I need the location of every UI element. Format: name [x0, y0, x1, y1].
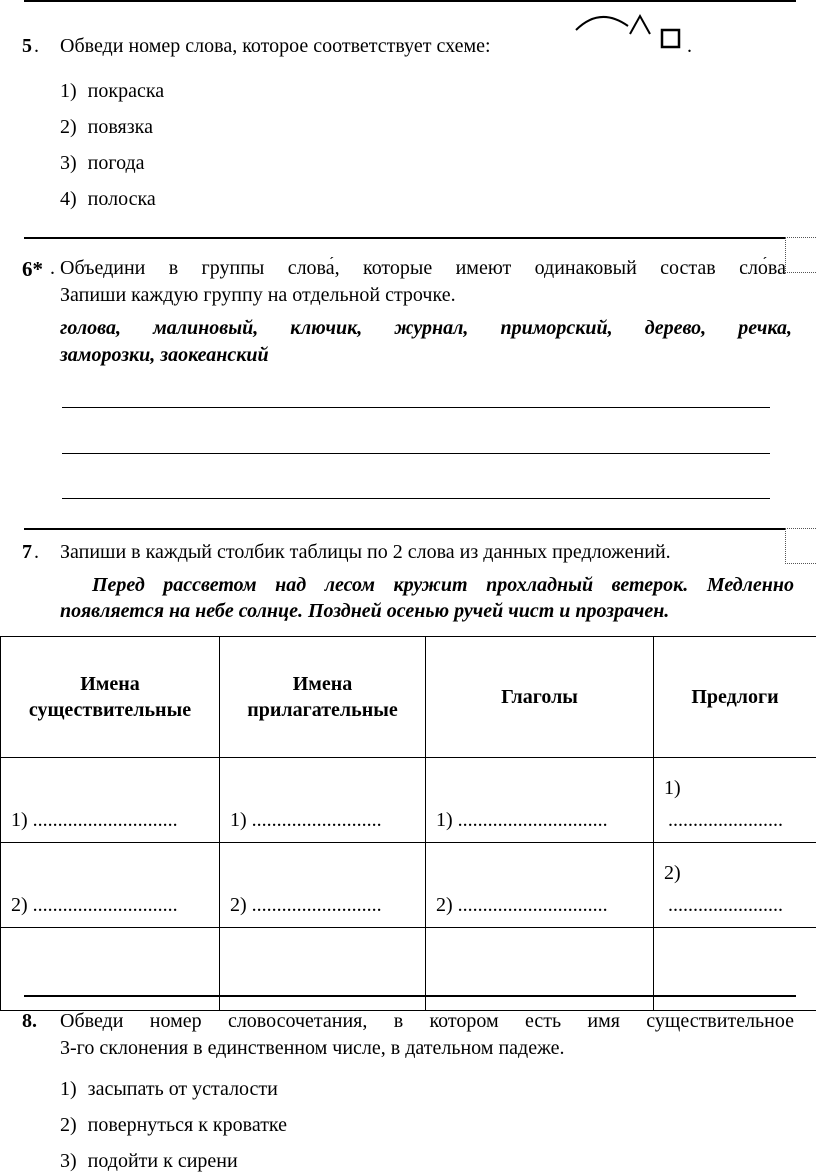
answer-cell[interactable]: 1) ............................. [1, 758, 220, 843]
answer-line-2[interactable] [62, 453, 770, 454]
answer-cell[interactable]: 1) .............................. [426, 758, 654, 843]
table-row [1, 843, 816, 928]
task5-number: 5 [22, 35, 32, 57]
task7-text-line2: появляется на небе солнце. Поздней осенью ручей чист и прозрачен. [60, 600, 670, 622]
column-header-verbs: Глаголы [426, 637, 654, 758]
table-row [1, 928, 816, 1011]
task6-line1: Объедини в группы слова́, которые имеют одинаковый состав сло́ва [60, 257, 786, 279]
task5-option-3[interactable] [60, 152, 145, 175]
task6-rule [24, 237, 786, 239]
option-number: 3) [60, 152, 77, 174]
option-text: покраска [87, 80, 165, 102]
top-rule [24, 0, 796, 2]
task6-dot: . [50, 257, 55, 279]
option-text: полоска [87, 188, 156, 210]
option-number: 2) [60, 1114, 77, 1136]
task8-option-2[interactable] [60, 1114, 287, 1137]
answer-line-3[interactable] [62, 498, 770, 499]
option-number: 3) [60, 1150, 77, 1172]
parts-of-speech-table [0, 636, 816, 1011]
root-arc-icon [576, 17, 628, 30]
option-text: погода [87, 152, 145, 174]
ending-box-icon [662, 30, 679, 47]
task7-score-box[interactable] [785, 528, 816, 564]
column-header-nouns: Имена существительные [1, 637, 220, 758]
task8-option-1[interactable] [60, 1078, 278, 1101]
task5-dot: . [34, 35, 39, 57]
task8-rule [24, 995, 796, 997]
answer-cell[interactable] [1, 928, 220, 1011]
option-text: повязка [87, 116, 153, 138]
task6-number: 6* [22, 257, 43, 281]
answer-cell[interactable]: 2) .......................... [220, 843, 426, 928]
answer-cell[interactable] [654, 928, 816, 1011]
task6-words-line2: заморозки, заокеанский [60, 344, 269, 366]
answer-cell[interactable]: 2) ............................. [1, 843, 220, 928]
option-number: 1) [60, 80, 77, 102]
task6-words-line1: голова, малиновый, ключик, журнал, приморский, дерево, речка, [60, 317, 792, 339]
suffix-caret-icon [630, 16, 650, 34]
task6-line2: Запиши каждую группу на отдельной строчке. [60, 284, 456, 306]
task5-option-1[interactable] [60, 80, 164, 103]
answer-cell[interactable]: 2) ....................... [654, 843, 816, 928]
task7-number: 7 [22, 541, 32, 563]
option-number: 4) [60, 188, 77, 210]
task5-period: . [687, 35, 692, 57]
answer-cell[interactable] [220, 928, 426, 1011]
answer-cell[interactable]: 2) .............................. [426, 843, 654, 928]
task7-rule [24, 528, 786, 530]
morpheme-scheme [570, 8, 690, 58]
table-row [1, 758, 816, 843]
option-number: 1) [60, 1078, 77, 1100]
table-header-row [1, 637, 816, 758]
column-header-prepositions: Предлоги [654, 637, 816, 758]
task5-option-4[interactable] [60, 188, 156, 211]
task8-number: 8. [22, 1010, 37, 1032]
task7-dot: . [34, 541, 39, 563]
task7-prompt: Запиши в каждый столбик таблицы по 2 слова из данных предложений. [60, 541, 671, 563]
task8-line2: 3-го склонения в единственном числе, в дательном падеже. [60, 1037, 565, 1059]
answer-line-1[interactable] [62, 407, 770, 408]
option-text: засыпать от усталости [87, 1078, 278, 1100]
column-header-adjectives: Имена прилагательные [220, 637, 426, 758]
task6-score-box[interactable] [785, 237, 816, 273]
answer-cell[interactable]: 1) .......................... [220, 758, 426, 843]
task8-option-3[interactable] [60, 1150, 238, 1173]
task5-prompt: Обведи номер слова, которое соответствует схеме: [60, 35, 491, 57]
answer-cell[interactable]: 1) ....................... [654, 758, 816, 843]
task5-option-2[interactable] [60, 116, 153, 139]
task8-line1: Обведи номер словосочетания, в котором есть имя существительное [60, 1010, 794, 1032]
option-text: повернуться к кроватке [87, 1114, 288, 1136]
task7-text-line1: Перед рассветом над лесом кружит прохладный ветерок. Медленно [92, 574, 794, 596]
option-number: 2) [60, 116, 77, 138]
answer-cell[interactable] [426, 928, 654, 1011]
option-text: подойти к сирени [87, 1150, 238, 1172]
